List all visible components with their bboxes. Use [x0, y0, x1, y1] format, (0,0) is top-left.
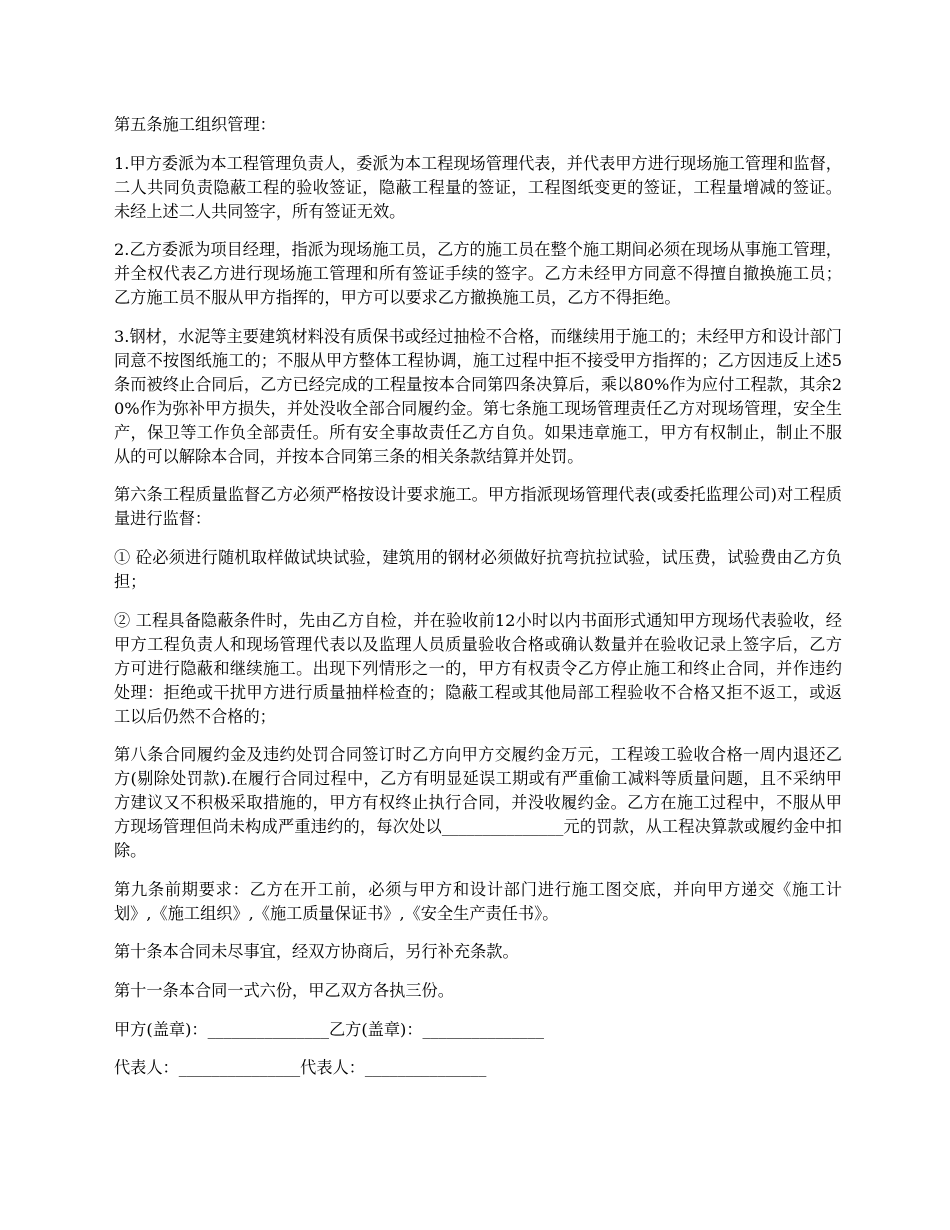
- article-5-heading: 第五条施工组织管理：: [114, 115, 276, 134]
- document-page: [114, 113, 842, 1095]
- article-5-clause-3: 3.钢材，水泥等主要建筑材料没有质保书或经过抽检不合格，而继续用于施工的；未经甲方和设计部门同意不按图纸施工的；不服从甲方整体工程协调，施工过程中拒不接受甲方指挥的；乙方因违反上述5条而被终止合同后，乙方已经完成的工程量按本合同第四条决算后，乘以80%作为应付工程款，其余20%作为弥补甲方损失，并处没收全部合同履约金。第七条施工现场管理责任乙方对现场管理，安全生产，保卫等工作负全部责任。所有安全事故责任乙方自负。如果违章施工，甲方有权制止，制止不服从的可以解除本合同，并按本合同第三条的相关条款结算并处罚。: [114, 326, 842, 466]
- signature-line-seal: 甲方(盖章)：_______________乙方(盖章)：_______________: [114, 1019, 544, 1039]
- article-6-item-2: ② 工程具备隐蔽条件时，先由乙方自检，并在验收前12小时以内书面形式通知甲方现场代表验收，经甲方工程负责人和现场管理代表以及监理人员质量验收合格或确认数量并在验收记录上签字后，乙方方可进行隐蔽和继续施工。出现下列情形之一的，甲方有权责令乙方停止施工和终止合同，并作违约处理：拒绝或干扰甲方进行质量抽样检查的；隐蔽工程或其他局部工程验收不合格又拒不返工，或返工以后仍然不合格的；: [114, 610, 842, 726]
- article-10: 第十条本合同未尽事宜，经双方协商后，另行补充条款。: [114, 942, 519, 962]
- article-8: 第八条合同履约金及违约处罚合同签订时乙方向甲方交履约金万元，工程竣工验收合格一周内退还乙方(剔除处罚款).在履行合同过程中，乙方有明显延误工期或有严重偷工减料等质量问题，且不采纳甲方建议又不积极采取措施的，甲方有权终止执行合同，并没收履约金。乙方在施工过程中，不服从甲方现场管理但尚未构成严重违约的，每次处以_______________元的罚款，从工程决算款或履约金中扣除。: [114, 745, 842, 861]
- article-11: 第十一条本合同一式六份，甲乙双方各执三份。: [114, 980, 454, 1000]
- article-5-clause-1: 1.甲方委派为本工程管理负责人，委派为本工程现场管理代表，并代表甲方进行现场施工管理和监督，二人共同负责隐蔽工程的验收签证，隐蔽工程量的签证，工程图纸变更的签证，工程量增减的签证。未经上述二人共同签字，所有签证无效。: [114, 153, 842, 221]
- article-6-item-1: ① 砼必须进行随机取样做试块试验，建筑用的钢材必须做好抗弯抗拉试验，试压费，试验费由乙方负担；: [114, 547, 842, 591]
- signature-line-representative: 代表人：_______________代表人：_______________: [114, 1058, 487, 1078]
- article-6-heading: 第六条工程质量监督乙方必须严格按设计要求施工。甲方指派现场管理代表(或委托监理公司)对工程质量进行监督：: [114, 485, 842, 529]
- article-5-clause-2: 2.乙方委派为项目经理，指派为现场施工员，乙方的施工员在整个施工期间必须在现场从事施工管理，并全权代表乙方进行现场施工管理和所有签证手续的签字。乙方未经甲方同意不得擅自撤换施工员；乙方施工员不服从甲方指挥的，甲方可以要求乙方撤换施工员，乙方不得拒绝。: [114, 240, 842, 308]
- article-9: 第九条前期要求：乙方在开工前，必须与甲方和设计部门进行施工图交底，并向甲方递交《施工计划》,《施工组织》,《施工质量保证书》,《安全生产责任书》。: [114, 879, 842, 923]
